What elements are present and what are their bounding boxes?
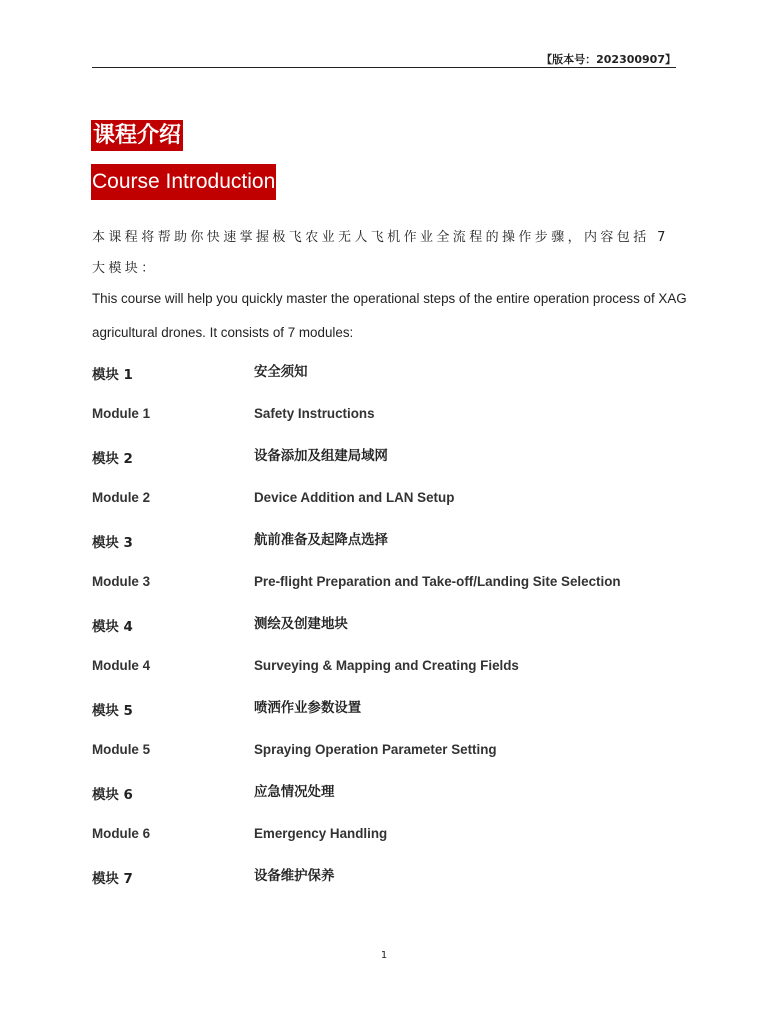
module-label-en: Module 1 xyxy=(92,406,151,421)
module-label-cn: 模块 2 xyxy=(92,452,133,467)
page-number: 1 xyxy=(380,950,388,961)
module-label-cn: 模块 7 xyxy=(92,872,133,887)
module-list xyxy=(92,356,682,902)
module-label-en: Module 3 xyxy=(92,574,151,589)
module-label-en: Module 4 xyxy=(92,658,151,673)
module-row-en xyxy=(92,818,682,860)
module-title-cn: 喷洒作业参数设置 xyxy=(254,701,362,716)
page-title-en: Course Introduction xyxy=(91,164,276,200)
module-row-en xyxy=(92,566,682,608)
version-number: 【版本号：202300907】 xyxy=(541,53,676,66)
module-title-en: Safety Instructions xyxy=(254,406,375,421)
module-row-en xyxy=(92,398,682,440)
module-row-cn xyxy=(92,524,682,566)
module-label-en: Module 5 xyxy=(92,742,151,757)
module-row-cn xyxy=(92,440,682,482)
module-row-cn xyxy=(92,776,682,818)
module-title-cn: 设备添加及组建局域网 xyxy=(254,449,388,464)
module-label-en: Module 6 xyxy=(92,826,151,841)
module-title-cn: 设备维护保养 xyxy=(254,869,335,884)
header-rule xyxy=(92,67,676,68)
module-row-en xyxy=(92,734,682,776)
intro-paragraph-cn: 本课程将帮助你快速掌握极飞农业无人飞机作业全流程的操作步骤，内容包括 7 大模块： xyxy=(92,230,669,276)
module-title-en: Emergency Handling xyxy=(254,826,388,841)
module-row-en xyxy=(92,482,682,524)
module-label-cn: 模块 4 xyxy=(92,620,133,635)
module-row-cn xyxy=(92,860,682,902)
module-label-cn: 模块 3 xyxy=(92,536,133,551)
module-title-en: Pre-flight Preparation and Take-off/Landing Site Selection xyxy=(254,574,621,589)
module-title-cn: 航前准备及起降点选择 xyxy=(254,533,388,548)
module-title-cn: 测绘及创建地块 xyxy=(254,617,348,632)
intro-paragraph-en: This course will help you quickly master the operational steps of the entire operation process of XAG agricultural drones. It consists of 7 modules: xyxy=(92,291,687,340)
module-title-en: Device Addition and LAN Setup xyxy=(254,490,455,505)
module-row-cn xyxy=(92,692,682,734)
module-label-cn: 模块 6 xyxy=(92,788,133,803)
module-label-cn: 模块 1 xyxy=(92,368,133,383)
module-title-cn: 应急情况处理 xyxy=(254,785,335,800)
module-row-cn xyxy=(92,608,682,650)
module-title-en: Spraying Operation Parameter Setting xyxy=(254,742,497,757)
module-title-cn: 安全须知 xyxy=(254,365,308,380)
module-row-en xyxy=(92,650,682,692)
page-title-cn: 课程介绍 xyxy=(91,120,183,151)
module-label-cn: 模块 5 xyxy=(92,704,133,719)
module-title-en: Surveying & Mapping and Creating Fields xyxy=(254,658,519,673)
module-row-cn xyxy=(92,356,682,398)
module-label-en: Module 2 xyxy=(92,490,151,505)
